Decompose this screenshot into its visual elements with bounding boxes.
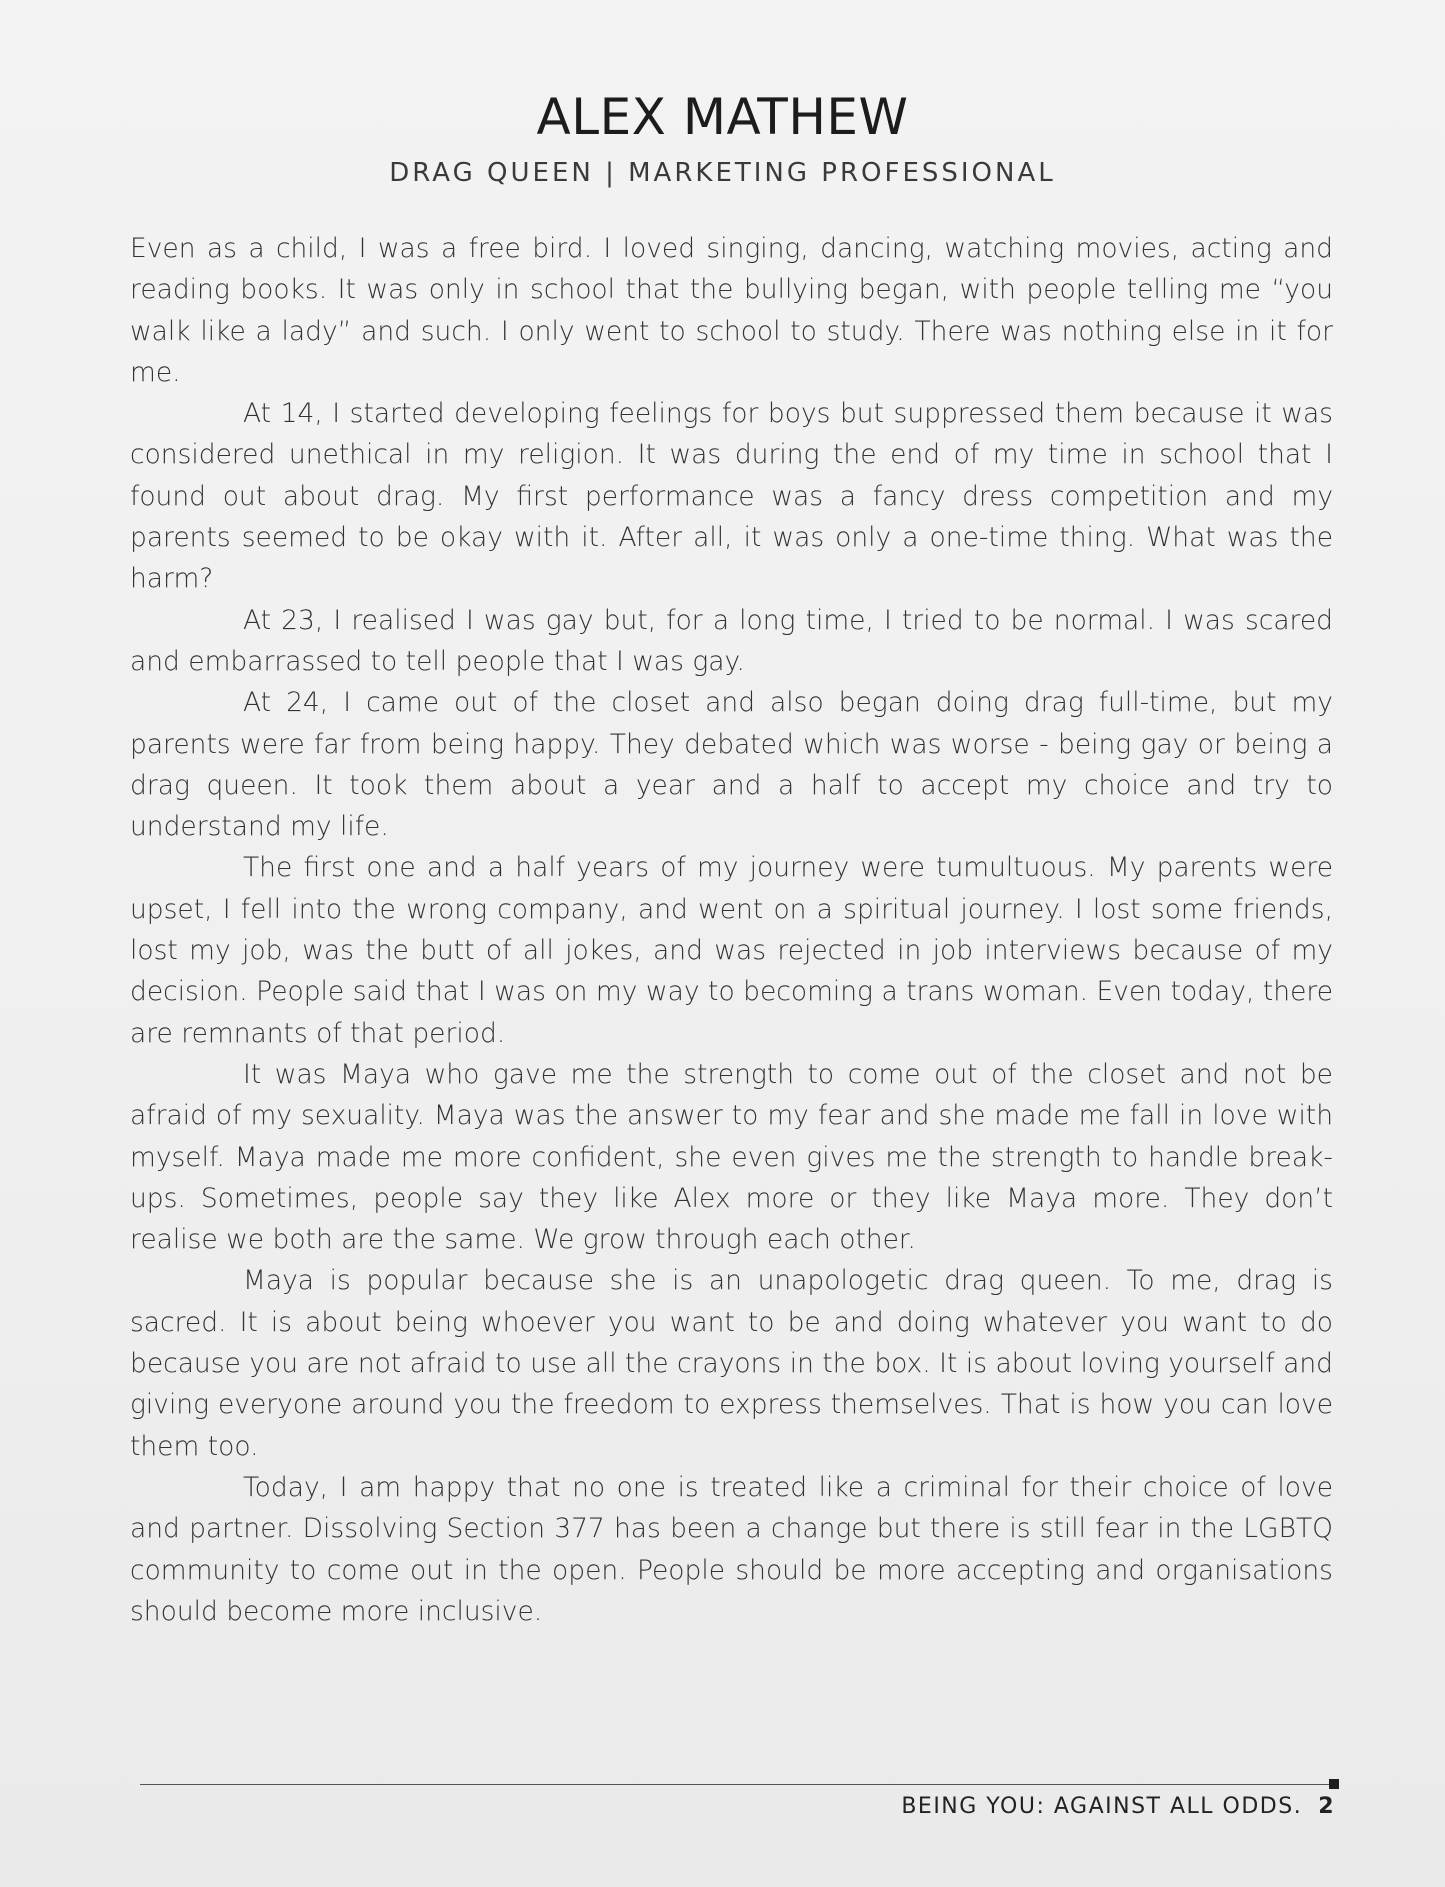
paragraph-7: Maya is popular because she is an unapologetic drag queen. To me, drag is sacred. It is about being whoever you want to be and doing whatever you want to do because you are not afraid to use all the crayons in the box. It is about loving yourself and giving everyone around you the freedom to express themselves. That is how you can love them too. — [130, 1265, 1333, 1462]
paragraph-8: Today, I am happy that no one is treated like a criminal for their choice of love and partner. Dissolving Section 377 has been a change but there is still fear in the LGBTQ community to come out in the open. People should be more accepting and organisations should become more inclusive. — [130, 1471, 1333, 1627]
page-title: ALEX MATHEW — [536, 88, 909, 146]
paragraph-3: At 23, I realised I was gay but, for a long time, I tried to be normal. I was scared and embarrassed to tell people that I was gay. — [130, 604, 1333, 677]
page-footer — [901, 1794, 1335, 1819]
page-subtitle: DRAG QUEEN | MARKETING PROFESSIONAL — [389, 158, 1056, 188]
footer-divider — [140, 1784, 1330, 1785]
footer-book-title: BEING YOU: AGAINST ALL ODDS. — [901, 1794, 1303, 1819]
paragraph-2: At 14, I started developing feelings for boys but suppressed them because it was considered unethical in my religion. It was during the end of my time in school that I found out about drag. My first performance was a fancy dress competition and my parents seemed to be okay with it. After all, it was only a one-time thing. What was the harm? — [130, 398, 1333, 595]
page-number: 2 — [1318, 1794, 1335, 1819]
paragraph-6: It was Maya who gave me the strength to come out of the closet and not be afraid of my sexuality. Maya was the answer to my fear and she made me fall in love with myself. Maya made me more confident, she even gives me the strength to handle break-ups. Sometimes, people say they like Alex more or they like Maya more. They don’t realise we both are the same. We grow through each other. — [130, 1058, 1333, 1256]
footer-square-marker — [1329, 1779, 1339, 1789]
paragraph-4: At 24, I came out of the closet and also began doing drag full-time, but my parents were far from being happy. They debated which was worse - being gay or being a drag queen. It took them about a year and a half to accept my choice and try to understand my life. — [130, 687, 1333, 843]
article-body — [130, 228, 1333, 1632]
paragraph-1: Even as a child, I was a free bird. I loved singing, dancing, watching movies, acting and reading books. It was only in school that the bullying began, with people telling me “you walk like a lady” and such. I only went to school to study. There was nothing else in it for me. — [130, 233, 1333, 388]
paragraph-5: The first one and a half years of my journey were tumultuous. My parents were upset, I fell into the wrong company, and went on a spiritual journey. I lost some friends, lost my job, was the butt of all jokes, and was rejected in job interviews because of my decision. People said that I was on my way to becoming a trans woman. Even today, there are remnants of that period. — [130, 852, 1333, 1049]
